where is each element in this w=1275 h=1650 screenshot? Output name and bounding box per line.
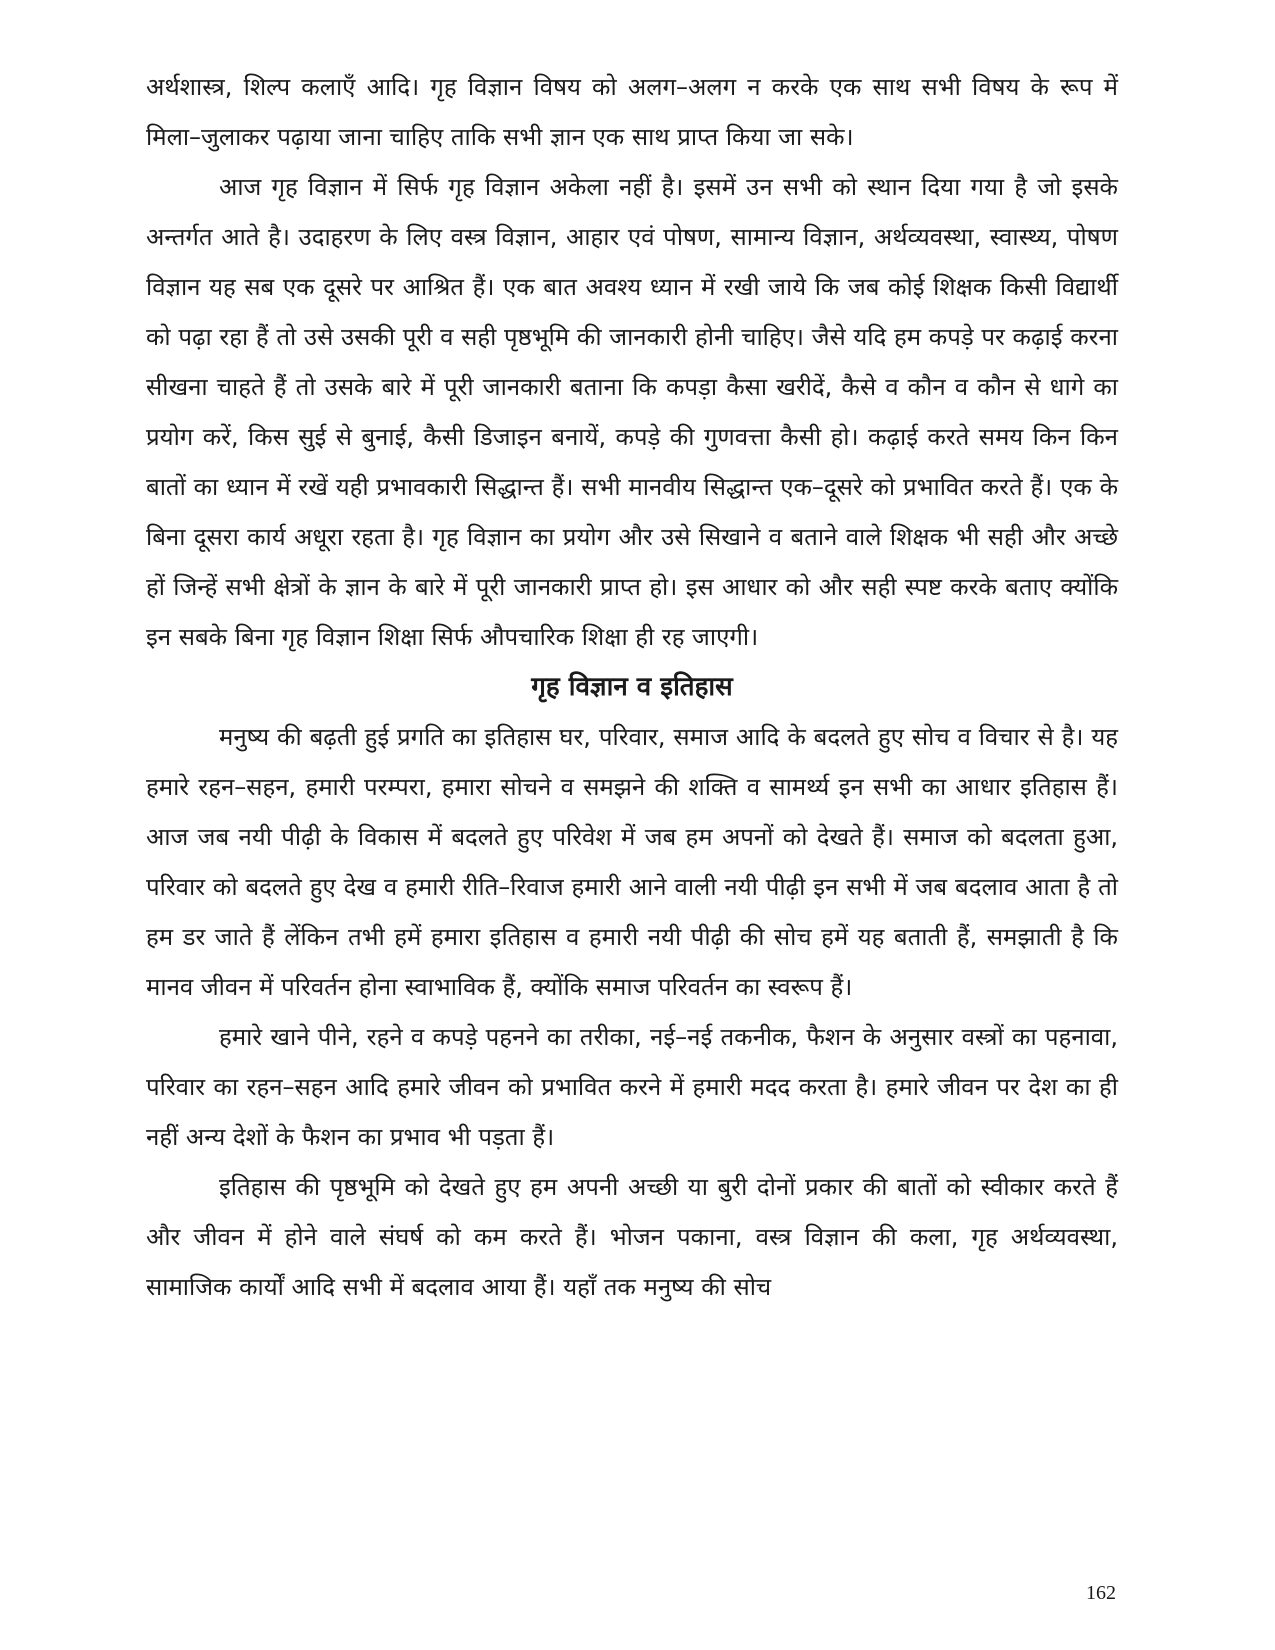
paragraph-lifestyle: हमारे खाने पीने, रहने व कपड़े पहनने का तरीका, नई–नई तकनीक, फैशन के अनुसार वस्त्रों का पहनावा, परिवार का रहन–सहन आदि हमारे जीवन को प्रभावित करने में हमारी मदद करता है। हमारे जीवन पर देश का ही नहीं अन्य देशों के फैशन का प्रभाव भी पड़ता हैं।	[146, 1023, 1118, 1151]
paragraph-intro: अर्थशास्त्र, शिल्प कलाएँ आदि। गृह विज्ञान विषय को अलग–अलग न करके एक साथ सभी विषय के रूप में मिला–जुलाकर पढ़ाया जाना चाहिए ताकि सभी ज्ञान एक साथ प्राप्त किया जा सके।	[146, 73, 1118, 151]
paragraph-history-progress: मनुष्य की बढ़ती हुई प्रगति का इतिहास घर, परिवार, समाज आदि के बदलते हुए सोच व विचार से है। यह हमारे रहन–सहन, हमारी परम्परा, हमारा सोचने व समझने की शक्ति व सामर्थ्य इन सभी का आधार इतिहास हैं। आज जब नयी पीढ़ी के विकास में बदलते हुए परिवेश में जब हम अपनों को देखते हैं। समाज को बदलता हुआ, परिवार को बदलते हुए देख व हमारी रीति–रिवाज हमारी आने वाली नयी पीढ़ी इन सभी में जब बदलाव आता है तो हम डर जाते हैं लेंकिन तभी हमें हमारा इतिहास व हमारी नयी पीढ़ी की सोच हमें यह बताती हैं, समझाती है कि मानव जीवन में परिवर्तन होना स्वाभाविक हैं, क्योंकि समाज परिवर्तन का स्वरूप हैं।	[146, 723, 1118, 1001]
paragraph-history-background: इतिहास की पृष्ठभूमि को देखते हुए हम अपनी अच्छी या बुरी दोनों प्रकार की बातों को स्वीकार करते हैं और जीवन में होने वाले संघर्ष को कम करते हैं। भोजन पकाना, वस्त्र विज्ञान की कला, गृह अर्थव्यवस्था, सामाजिक कार्यों आदि सभी में बदलाव आया हैं। यहाँ तक मनुष्य की सोच	[146, 1173, 1118, 1301]
paragraph-home-science-scope: आज गृह विज्ञान में सिर्फ गृह विज्ञान अकेला नहीं है। इसमें उन सभी को स्थान दिया गया है जो इसके अन्तर्गत आते है। उदाहरण के लिए वस्त्र विज्ञान, आहार एवं पोषण, सामान्य विज्ञान, अर्थव्यवस्था, स्वास्थ्य, पोषण विज्ञान यह सब एक दूसरे पर आश्रित हैं। एक बात अवश्य ध्यान में रखी जाये कि जब कोई शिक्षक किसी विद्यार्थी को पढ़ा रहा हैं तो उसे उसकी पूरी व सही पृष्ठभूमि की जानकारी होनी चाहिए। जैसे यदि हम कपड़े पर कढ़ाई करना सीखना चाहते हैं तो उसके बारे में पूरी जानकारी बताना कि कपड़ा कैसा खरीदें, कैसे व कौन व कौन से धागे का प्रयोग करें, किस सुई से बुनाई, कैसी डिजाइन बनायें, कपड़े की गुणवत्ता कैसी हो। कढ़ाई करते समय किन किन बातों का ध्यान में रखें यही प्रभावकारी सिद्धान्त हैं। सभी मानवीय सिद्धान्त एक–दूसरे को प्रभावित करते हैं। एक के बिना दूसरा कार्य अधूरा रहता है। गृह विज्ञान का प्रयोग और उसे सिखाने व बताने वाले शिक्षक भी सही और अच्छे हों जिन्हें सभी क्षेत्रों के ज्ञान के बारे में पूरी जानकारी प्राप्त हो। इस आधार को और सही स्पष्ट करके बताए क्योंकि इन सबके बिना गृह विज्ञान शिक्षा सिर्फ औपचारिक शिक्षा ही रह जाएगी।	[146, 173, 1118, 651]
page-number: 162	[1086, 1582, 1116, 1604]
section-heading: गृह विज्ञान व इतिहास	[531, 672, 733, 702]
document-page	[146, 62, 1118, 1312]
